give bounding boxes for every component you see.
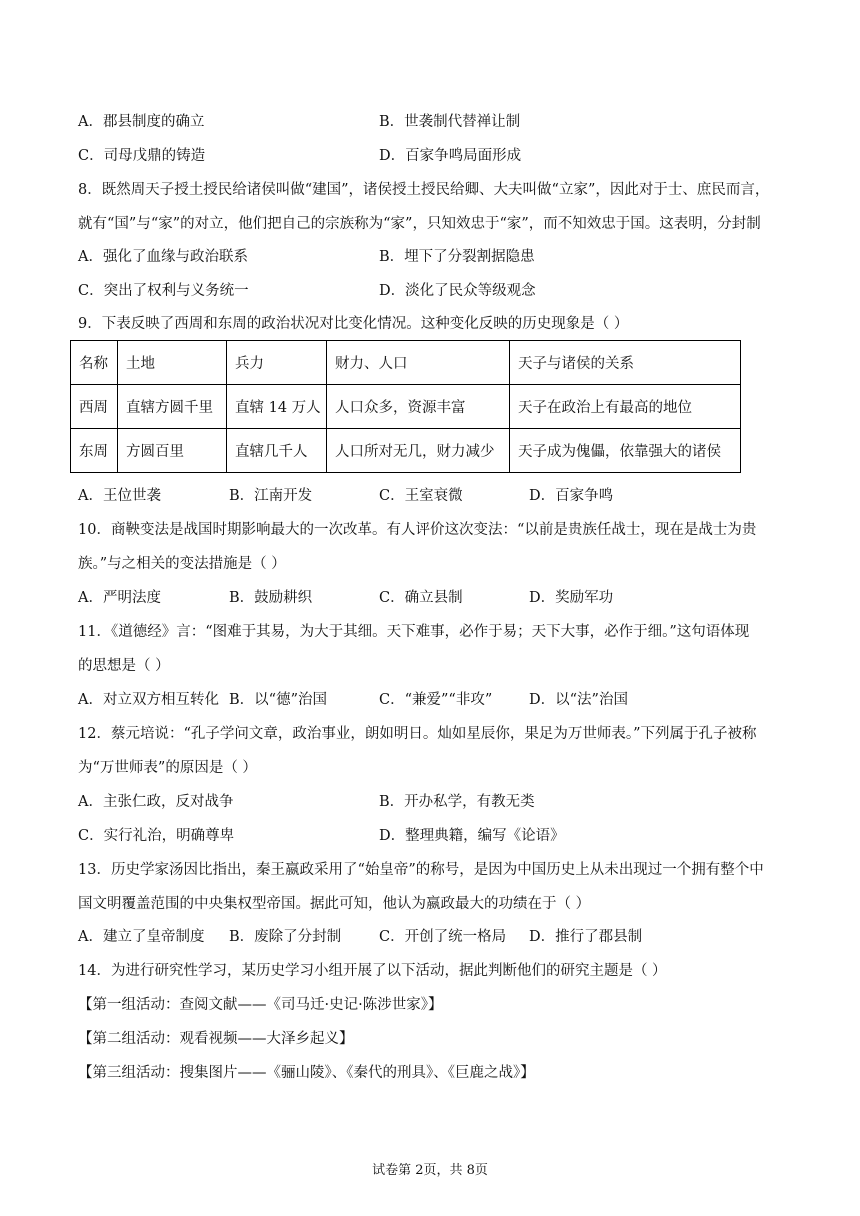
q9-comparison-table xyxy=(70,340,741,473)
table-header-cell: 财力、人口 xyxy=(327,341,510,385)
table-cell: 天子成为傀儡，依靠强大的诸侯 xyxy=(510,429,741,473)
q12-option-a: A．主张仁政，反对战争 xyxy=(78,794,234,810)
q14-activity-3: 【第三组活动：搜集图片——《骊山陵》、《秦代的刑具》、《巨鹿之战》】 xyxy=(78,1065,535,1081)
q7-option-b: B．世袭制代替禅让制 xyxy=(379,114,521,130)
q13-option-c: C．开创了统一格局 xyxy=(379,929,507,945)
table-header-cell: 天子与诸侯的关系 xyxy=(510,341,741,385)
table-header-cell: 兵力 xyxy=(227,341,327,385)
table-row xyxy=(71,429,741,473)
q14-activity-2: 【第二组活动：观看视频——大泽乡起义】 xyxy=(78,1031,354,1047)
q12-option-b: B．开办私学，有教无类 xyxy=(379,794,535,810)
q13-option-b: B．废除了分封制 xyxy=(229,929,342,945)
table-header-row xyxy=(71,341,741,385)
q13-stem-line2: 国文明覆盖范围的中央集权型帝国。据此可知，他认为嬴政最大的功绩在于（ ） xyxy=(78,896,591,912)
q9-option-a: A．王位世袭 xyxy=(78,488,161,504)
q12-option-d: D．整理典籍，编写《论语》 xyxy=(379,828,565,844)
table-cell: 直辖方圆千里 xyxy=(118,385,227,429)
table-row xyxy=(71,385,741,429)
q7-option-a: A．郡县制度的确立 xyxy=(78,114,205,130)
table-cell: 天子在政治上有最高的地位 xyxy=(510,385,741,429)
table-header-cell: 土地 xyxy=(118,341,227,385)
table-header-cell: 名称 xyxy=(71,341,118,385)
page-footer: 试卷第 2页，共 8页 xyxy=(372,1163,488,1178)
q8-option-d: D．淡化了民众等级观念 xyxy=(379,283,536,299)
q13-option-a: A．建立了皇帝制度 xyxy=(78,929,205,945)
q11-option-b: B．以“德”治国 xyxy=(229,692,327,708)
q11-stem-line2: 的思想是（ ） xyxy=(78,658,170,674)
q12-stem-line1: 12．蔡元培说：“孔子学问文章，政治事业，朗如明日。灿如星辰你，果足为万世师表。”下列属于孔子被称 xyxy=(78,726,757,742)
table-cell: 直辖 14 万人 xyxy=(227,385,327,429)
q13-stem-line1: 13．历史学家汤因比指出，秦王嬴政采用了“始皇帝”的称号，是因为中国历史上从未出现过一个拥有整个中 xyxy=(78,862,764,878)
q9-option-d: D．百家争鸣 xyxy=(529,488,614,504)
q11-option-c: C．“兼爱”“非攻” xyxy=(379,692,493,708)
q9-option-b: B．江南开发 xyxy=(229,488,313,504)
q13-option-d: D．推行了郡县制 xyxy=(529,929,643,945)
q7-option-c: C．司母戊鼎的铸造 xyxy=(78,148,206,164)
q9-stem: 9．下表反映了西周和东周的政治状况对比变化情况。这种变化反映的历史现象是（ ） xyxy=(78,316,629,332)
q8-stem-line1: 8．既然周天子授土授民给诸侯叫做“建国”，诸侯授土授民给卿、大夫叫做“立家”，因此对于士、庶民而言， xyxy=(78,182,770,198)
q8-option-a: A．强化了血缘与政治联系 xyxy=(78,249,248,265)
table-cell: 人口所对无几，财力减少 xyxy=(327,429,510,473)
table-cell: 直辖几千人 xyxy=(227,429,327,473)
q11-option-d: D．以“法”治国 xyxy=(529,692,628,708)
q12-option-c: C．实行礼治，明确尊卑 xyxy=(78,828,235,844)
q10-stem-line2: 族。”与之相关的变法措施是（ ） xyxy=(78,556,286,572)
table-cell: 方圆百里 xyxy=(118,429,227,473)
q7-option-d: D．百家争鸣局面形成 xyxy=(379,148,522,164)
q10-option-c: C．确立县制 xyxy=(379,590,463,606)
q14-stem: 14．为进行研究性学习，某历史学习小组开展了以下活动，据此判断他们的研究主题是（ ） xyxy=(78,963,667,979)
q8-stem-line2: 就有“国”与“家”的对立，他们把自己的宗族称为“家”，只知效忠于“家”，而不知效忠于国。这表明，分封制 xyxy=(78,216,761,232)
table-cell: 人口众多，资源丰富 xyxy=(327,385,510,429)
q12-stem-line2: 为“万世师表”的原因是（ ） xyxy=(78,760,257,776)
q10-stem-line1: 10．商鞅变法是战国时期影响最大的一次改革。有人评价这次变法：“以前是贵族任战士，现在是战士为贵 xyxy=(78,522,757,538)
q10-option-a: A．严明法度 xyxy=(78,590,161,606)
q8-option-b: B．埋下了分裂割据隐患 xyxy=(379,249,535,265)
q9-option-c: C．王室衰微 xyxy=(379,488,463,504)
q14-activity-1: 【第一组活动：查阅文献——《司马迁·史记·陈涉世家》】 xyxy=(78,997,443,1013)
table-cell: 西周 xyxy=(71,385,118,429)
q11-option-a: A．对立双方相互转化 xyxy=(78,692,219,708)
q10-option-b: B．鼓励耕织 xyxy=(229,590,313,606)
q10-option-d: D．奖励军功 xyxy=(529,590,614,606)
q8-option-c: C．突出了权利与义务统一 xyxy=(78,283,249,299)
table-cell: 东周 xyxy=(71,429,118,473)
q11-stem-line1: 11．《道德经》言：“图难于其易，为大于其细。天下难事，必作于易；天下大事，必作于细。”这句语体现 xyxy=(78,624,750,640)
